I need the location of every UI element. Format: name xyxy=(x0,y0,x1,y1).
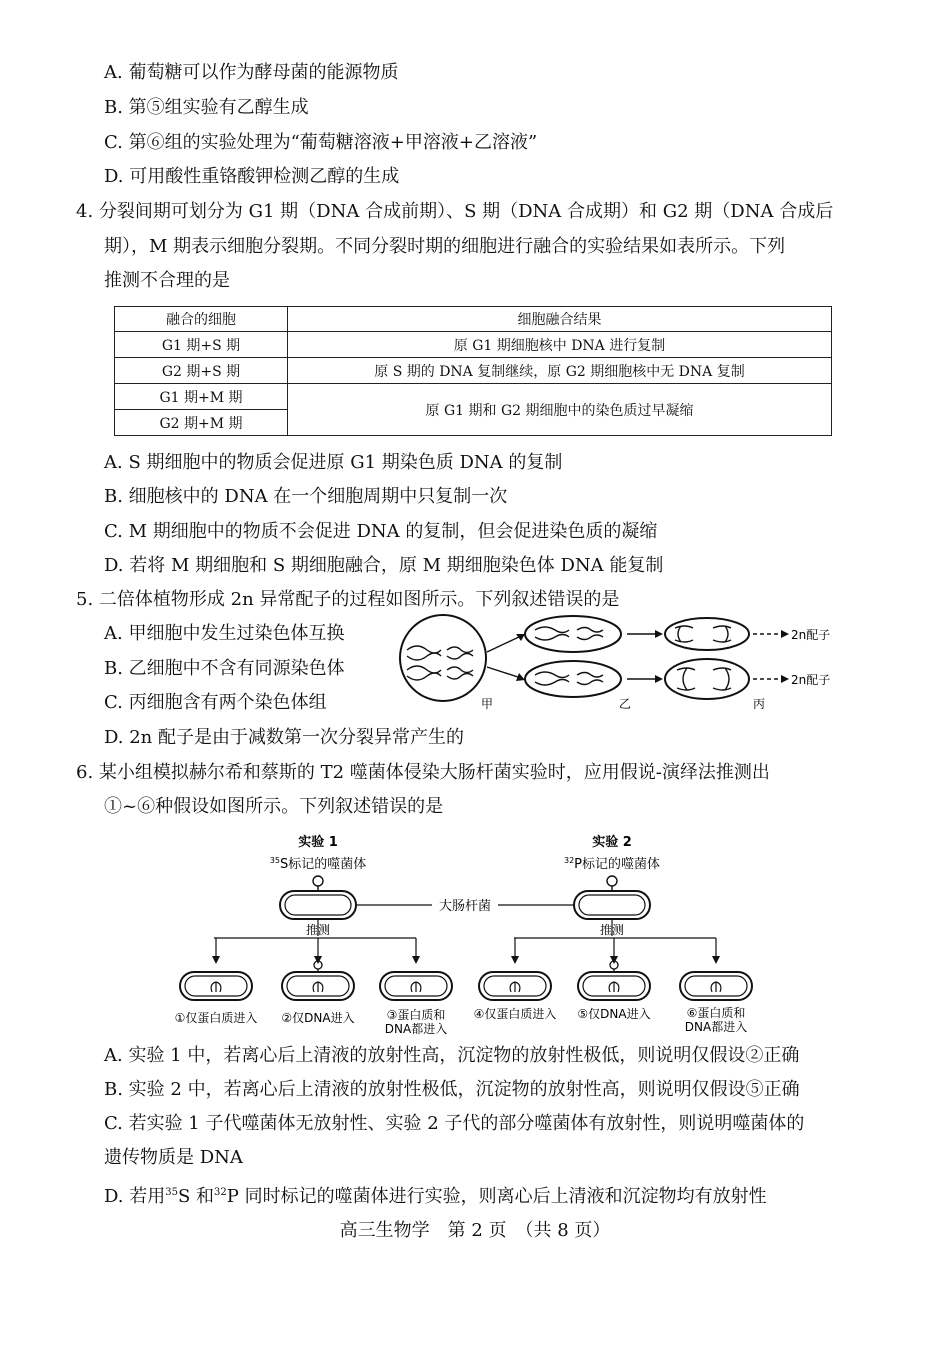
q3-option-d: D. 可用酸性重铬酸钾检测乙醇的生成 xyxy=(104,166,400,187)
hyp-dna-glyph xyxy=(510,982,520,992)
q6-d-sup2: 32 xyxy=(214,1187,227,1198)
table-cell: G1 期+S 期 xyxy=(115,332,288,358)
q3-option-a: A. 葡萄糖可以作为酵母菌的能源物质 xyxy=(104,62,399,83)
hyp-2-label: ②仅DNA进入 xyxy=(281,1011,355,1025)
table-cell: G2 期+M 期 xyxy=(115,410,288,436)
hyp-dna-glyph xyxy=(313,982,323,992)
exp1-subtitle xyxy=(270,856,366,872)
table-header-row xyxy=(115,307,832,332)
exp1-sub: S标记的噬菌体 xyxy=(279,857,367,872)
hyp-6-label-2: DNA都进入 xyxy=(684,1020,748,1034)
cell-yi xyxy=(525,661,621,697)
hyp-6-label-1: ⑥蛋白质和 xyxy=(686,1006,746,1020)
q6-option-d xyxy=(104,1180,767,1210)
hyp-3-label-2: DNA都进入 xyxy=(384,1022,448,1036)
q5-option-c: C. 丙细胞含有两个染色体组 xyxy=(104,692,327,713)
q5-stem: 5. 二倍体植物形成 2n 异常配子的过程如图所示。下列叙述错误的是 xyxy=(76,589,620,610)
infer-label-1: 推测 xyxy=(305,923,331,937)
q6-option-c-line-2 xyxy=(104,1145,243,1171)
q6-option-c-cont: 遗传物质是 DNA xyxy=(104,1147,243,1168)
table-cell: 原 G1 期细胞核中 DNA 进行复制 xyxy=(288,332,832,358)
q4-stem-line-2: 期），M 期表示细胞分裂期。不同分裂时期的细胞进行融合的实验结果如表所示。下列 xyxy=(104,236,786,257)
table-header: 细胞融合结果 xyxy=(288,307,832,332)
hyp-dna-glyph xyxy=(609,982,619,992)
cell-right-top xyxy=(665,618,749,650)
phage-diagram xyxy=(150,826,780,1042)
infer-label-2: 推测 xyxy=(599,923,625,937)
cell-bing xyxy=(665,659,749,699)
hyp-5-label: ⑤仅DNA进入 xyxy=(577,1007,651,1021)
q4-option-c: C. M 期细胞中的物质不会促进 DNA 的复制，但会促进染色质的凝缩 xyxy=(104,521,658,542)
q5-option-b: B. 乙细胞中不含有同源染色体 xyxy=(104,658,345,679)
hyp-arrow-head xyxy=(511,956,519,964)
hyp-dna-glyph xyxy=(711,982,721,992)
gamete-label-bottom: 2n配子 xyxy=(791,673,831,687)
page-footer: 高三生物学 第 2 页 （共 8 页） xyxy=(339,1220,611,1241)
exp1-sup: 35 xyxy=(269,856,280,865)
exp2-sup: 32 xyxy=(563,856,575,865)
hyp-arrow-head xyxy=(212,956,220,964)
exp2-subtitle xyxy=(564,856,660,872)
q4-stem-line-1: 4. 分裂间期可划分为 G1 期（DNA 合成前期）、S 期（DNA 合成期）和 G2 期（DNA 合成后 xyxy=(76,201,834,222)
table-row xyxy=(115,384,832,410)
hyp-dna-glyph xyxy=(411,982,421,992)
hyp-3-label-1: ③蛋白质和 xyxy=(386,1008,446,1022)
q5-option-d: D. 2n 配子是由于减数第一次分裂异常产生的 xyxy=(104,727,464,748)
q6-stem-line-1: 6. 某小组模拟赫尔希和蔡斯的 T2 噬菌体侵染大肠杆菌实验时，应用假说-演绎法推测出 xyxy=(76,762,770,783)
table-row xyxy=(115,358,832,384)
table-header: 融合的细胞 xyxy=(115,307,288,332)
q5-option-a: A. 甲细胞中发生过染色体互换 xyxy=(104,623,345,644)
bacterium-exp1 xyxy=(280,876,356,919)
q4-option-b: B. 细胞核中的 DNA 在一个细胞周期中只复制一次 xyxy=(104,486,508,507)
host-label: 大肠杆菌 xyxy=(438,899,492,914)
q6-d-mid: S 和 xyxy=(177,1186,215,1207)
exp2-sub: P标记的噬菌体 xyxy=(574,857,661,872)
q6-option-b: B. 实验 2 中，若离心后上清液的放射性极低，沉淀物的放射性高，则说明仅假设⑤正确 xyxy=(104,1079,800,1100)
q6-stem-line-2: ①~⑥种假设如图所示。下列叙述错误的是 xyxy=(104,796,444,817)
meiosis-diagram xyxy=(395,612,855,712)
label-jia: 甲 xyxy=(481,697,494,711)
q6-d-sup1: 35 xyxy=(165,1187,178,1198)
table-cell: 原 S 期的 DNA 复制继续，原 G2 期细胞核中无 DNA 复制 xyxy=(288,358,832,384)
table-row xyxy=(115,332,832,358)
label-yi: 乙 xyxy=(619,697,632,711)
bacterium-exp2 xyxy=(574,876,650,919)
q4-stem-line-3: 推测不合理的是 xyxy=(104,270,230,291)
q3-option-c: C. 第⑥组的实验处理为“葡萄糖溶液+甲溶液+乙溶液” xyxy=(104,132,538,153)
q6-option-c-line-1: C. 若实验 1 子代噬菌体无放射性、实验 2 子代的部分噬菌体有放射性，则说明噬菌体的 xyxy=(104,1113,805,1134)
cell-top xyxy=(525,616,621,652)
hyp-arrow-head xyxy=(712,956,720,964)
q6-d-pre: D. 若用 xyxy=(104,1186,166,1207)
q3-option-b: B. 第⑤组实验有乙醇生成 xyxy=(104,97,309,118)
hyp-4-label: ④仅蛋白质进入 xyxy=(473,1007,557,1021)
q6-d-post: P 同时标记的噬菌体进行实验，则离心后上清液和沉淀物均有放射性 xyxy=(226,1186,767,1207)
q4-option-a: A. S 期细胞中的物质会促进原 G1 期染色质 DNA 的复制 xyxy=(104,452,563,473)
gamete-label-top: 2n配子 xyxy=(791,628,831,642)
table-cell: G1 期+M 期 xyxy=(115,384,288,410)
hyp-dna-glyph xyxy=(211,982,221,992)
cell-jia xyxy=(400,615,486,701)
table-cell-merged: 原 G1 期和 G2 期细胞中的染色质过早凝缩 xyxy=(288,384,832,436)
q4-option-d: D. 若将 M 期细胞和 S 期细胞融合，原 M 期细胞染色体 DNA 能复制 xyxy=(104,555,664,576)
label-bing: 丙 xyxy=(753,697,766,711)
exp2-title: 实验 2 xyxy=(592,835,632,850)
exp1-title: 实验 1 xyxy=(298,835,338,850)
hyp-1-label: ①仅蛋白质进入 xyxy=(174,1011,258,1025)
table-cell: G2 期+S 期 xyxy=(115,358,288,384)
hyp-arrow-head xyxy=(412,956,420,964)
hypothesis-bacteria xyxy=(180,938,752,1000)
fusion-table xyxy=(114,306,832,436)
q6-option-a: A. 实验 1 中，若离心后上清液的放射性高，沉淀物的放射性极低，则说明仅假设②正确 xyxy=(104,1045,800,1066)
